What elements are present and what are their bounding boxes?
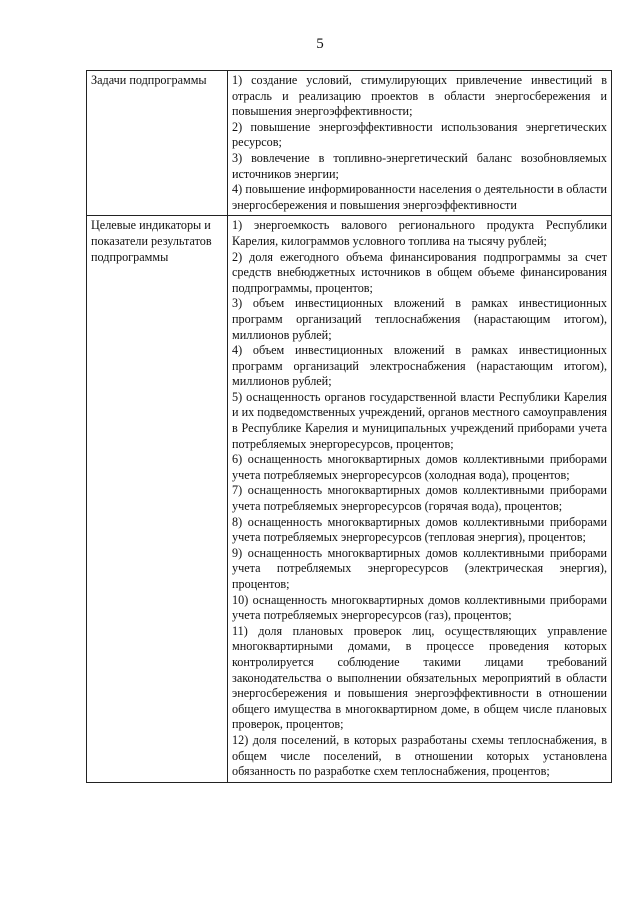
row-content-tasks xyxy=(228,71,612,216)
row-content-indicators xyxy=(228,216,612,782)
indicator-item: 5) оснащенность органов государственной власти Республики Карелия и их подведомственных учреждений, органов местного самоуправления в Республике Карелия и муниципальных учреждений приборами учета потребляемых энергоресурсов, процентов; xyxy=(232,389,607,451)
indicator-item: 11) доля плановых проверок лиц, осуществляющих управление многоквартирными домами, в процессе проведения которых контролируется соблюдение такими лицами требований законодательства о выполнении обязательных мероприятий в области энергосбережения и повышения энергоэффективности в отношении общего имущества в многоквартирном доме, в общем числе плановых проверок, процентов; xyxy=(232,623,607,732)
indicator-item: 8) оснащенность многоквартирных домов коллективными приборами учета потребляемых энергоресурсов (тепловая энергия), процентов; xyxy=(232,514,607,545)
task-item: 3) вовлечение в топливно-энергетический баланс возобновляемых источников энергии; xyxy=(232,150,607,181)
indicator-item: 2) доля ежегодного объема финансирования подпрограммы за счет средств внебюджетных источников в общем объеме финансирования подпрограммы, процентов; xyxy=(232,249,607,295)
indicator-item: 12) доля поселений, в которых разработаны схемы теплоснабжения, в общем числе поселений, в отношении которых установлена обязанность по разработке схем теплоснабжения, процентов; xyxy=(232,732,607,779)
task-item: 4) повышение информированности населения о деятельности в области энергосбережения и повышения энергоэффективности xyxy=(232,182,607,212)
indicator-item: 9) оснащенность многоквартирных домов коллективными приборами учета потребляемых энергоресурсов (электрическая энергия), процентов; xyxy=(232,545,607,591)
page-number: 5 xyxy=(316,36,324,52)
table-row-indicators xyxy=(87,216,612,782)
indicator-item: 10) оснащенность многоквартирных домов коллективными приборами учета потребляемых энергоресурсов (газ), процентов; xyxy=(232,592,607,623)
table-row-tasks xyxy=(87,71,612,216)
indicator-item: 6) оснащенность многоквартирных домов коллективными приборами учета потребляемых энергоресурсов (холодная вода), процентов; xyxy=(232,452,607,482)
row-label-indicators: Целевые индикаторы и показатели результатов подпрограммы xyxy=(87,216,228,782)
indicator-item: 7) оснащенность многоквартирных домов коллективными приборами учета потребляемых энергоресурсов (горячая вода), процентов; xyxy=(232,483,607,514)
indicator-item: 4) объем инвестиционных вложений в рамках инвестиционных программ организаций электроснабжения (нарастающим итогом), миллионов рублей; xyxy=(232,343,607,389)
indicator-item: 3) объем инвестиционных вложений в рамках инвестиционных программ организаций теплоснабжения (нарастающим итогом), миллионов рублей; xyxy=(232,296,607,342)
task-item: 2) повышение энергоэффективности использования энергетических ресурсов; xyxy=(232,119,607,150)
passport-table xyxy=(86,70,612,783)
task-item: 1) создание условий, стимулирующих привлечение инвестиций в отрасль и реализацию проектов в области энергосбережения и повышения энергоэффективности; xyxy=(232,73,607,119)
row-label-tasks: Задачи подпрограммы xyxy=(87,71,228,216)
indicator-item: 1) энергоемкость валового регионального продукта Республики Карелия, килограммов условного топлива на тысячу рублей; xyxy=(232,218,607,248)
